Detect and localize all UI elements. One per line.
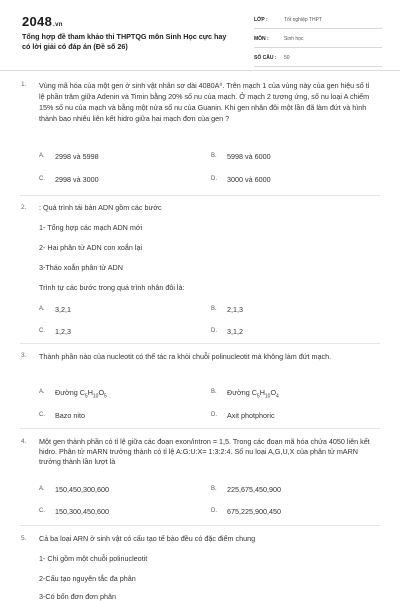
question-text: Một gen thành phần có tỉ lệ giữa các đoạn exon/intron = 1,5. Trong các đoạn mã hóa chứa 4050 liên kết hidro. Phân tử mARN trưởng thành có tỉ lệ A:G:U:X= 1:3:2:4. Số nu loại A,G,U,X của phân tử mARN trưởng thành lần lượt là <box>39 437 370 466</box>
question-3 <box>0 351 400 427</box>
option-text: 675,225,900,450 <box>227 507 281 516</box>
meta-value-subject: Sinh học <box>284 36 304 42</box>
logo-sub-text: .vn <box>53 22 63 28</box>
question-4 <box>0 437 400 523</box>
question-number: 1. <box>21 81 27 88</box>
question-number: 3. <box>21 352 27 359</box>
option-letter: D. <box>211 328 217 334</box>
header-divider <box>0 70 400 71</box>
meta-row-count <box>254 52 382 67</box>
question-2 <box>0 203 400 341</box>
question-line: 1- Tổng hợp các mạch ADN mới <box>39 223 143 232</box>
option-text: Đường $C_5H_{10}O_5$ <box>55 388 107 400</box>
option-text: 5998 và 6000 <box>227 152 271 161</box>
logo-main-text: 2048 <box>22 14 53 29</box>
option-letter: D. <box>211 176 217 182</box>
option-letter: A. <box>39 153 45 159</box>
option-letter: A. <box>39 389 45 395</box>
option-text: Đường $C_5H_{10}O_4$ <box>227 388 279 400</box>
option-text: 2,1,3 <box>227 305 243 314</box>
option-text: 225,675,450,900 <box>227 485 281 494</box>
option-letter: B. <box>211 389 217 395</box>
option-letter: C. <box>39 176 45 182</box>
meta-info <box>254 14 382 71</box>
question-line: Trình tự các bước trong quá trình nhân đôi là: <box>39 283 185 292</box>
meta-value-class: Tốt nghiệp THPT <box>284 17 322 23</box>
question-number: 5. <box>21 535 27 542</box>
question-text: Vùng mã hóa của một gen ở sinh vật nhân sơ dài 4080A⁰. Trên mạch 1 của vùng này của gen hiệu số tỉ lệ phần trăm giữa Adenin và Timin bằng 20% số nu của mạch. Ở mạch 2 tương ứng, số nu loại A chiếm 15% số nu của mạch và bằng một nửa số nu của Guanin. Khi gen nhân đôi một lần đã làm đứt và hình thành bao nhiêu liên kết hidro giữa hai mạch đơn của gen ? <box>39 81 370 123</box>
question-5 <box>0 534 400 600</box>
question-text: Thành phần nào của nucleotit có thể tác ra khỏi chuỗi polinucleotit mà không làm đứt mạch. <box>39 352 332 361</box>
option-letter: A. <box>39 486 45 492</box>
question-line: 2-Cấu tạo nguyên tắc đa phân <box>39 574 136 583</box>
option-letter: C. <box>39 328 45 334</box>
option-letter: D. <box>211 412 217 418</box>
option-letter: C. <box>39 508 45 514</box>
question-divider <box>20 343 380 344</box>
meta-row-class <box>254 14 382 29</box>
meta-label-class: LỚP : <box>254 17 268 23</box>
option-text: 3000 và 6000 <box>227 175 271 184</box>
option-text: 2998 và 5998 <box>55 152 99 161</box>
page-header <box>0 0 400 70</box>
option-letter: B. <box>211 486 217 492</box>
option-text: Axit photphoric <box>227 411 275 420</box>
option-letter: A. <box>39 306 45 312</box>
option-text: 150,300,450,600 <box>55 507 109 516</box>
question-divider <box>20 525 380 526</box>
question-divider <box>20 428 380 429</box>
site-logo[interactable] <box>22 14 63 29</box>
question-line: 2- Hai phân tử ADN con xoắn lại <box>39 243 143 252</box>
option-text: 3,1,2 <box>227 327 243 336</box>
meta-value-count: 50 <box>284 55 290 61</box>
option-text: 2998 và 3000 <box>55 175 99 184</box>
option-text: Bazo nito <box>55 411 85 420</box>
question-line: 1- Chỉ gồm một chuỗi polinucleotit <box>39 554 148 563</box>
meta-row-subject <box>254 33 382 48</box>
option-text: 3,2,1 <box>55 305 71 314</box>
question-divider <box>20 195 380 196</box>
page-title: Tổng hợp đề tham khảo thi THPTQG môn Sinh Học cực hay có lời giải có đáp án (Đề số 26) <box>22 32 227 51</box>
option-text: 1,2,3 <box>55 327 71 336</box>
question-1 <box>0 80 400 190</box>
question-text: : Quá trình tái bản ADN gồm các bước <box>39 203 162 212</box>
question-number: 2. <box>21 204 27 211</box>
option-letter: B. <box>211 153 217 159</box>
meta-label-count: SỐ CÂU : <box>254 55 277 61</box>
option-text: 150,450,300,600 <box>55 485 109 494</box>
meta-label-subject: MÔN : <box>254 36 269 42</box>
option-letter: C. <box>39 412 45 418</box>
option-letter: D. <box>211 508 217 514</box>
question-number: 4. <box>21 438 27 445</box>
question-line: 3-Có bốn đơn đơn phân <box>39 592 116 601</box>
question-text: Cả ba loại ARN ở sinh vật có cấu tạo tế bào đều có đặc điểm chung <box>39 534 256 543</box>
option-letter: B. <box>211 306 217 312</box>
question-line: 3-Tháo xoắn phân tử ADN <box>39 263 123 272</box>
